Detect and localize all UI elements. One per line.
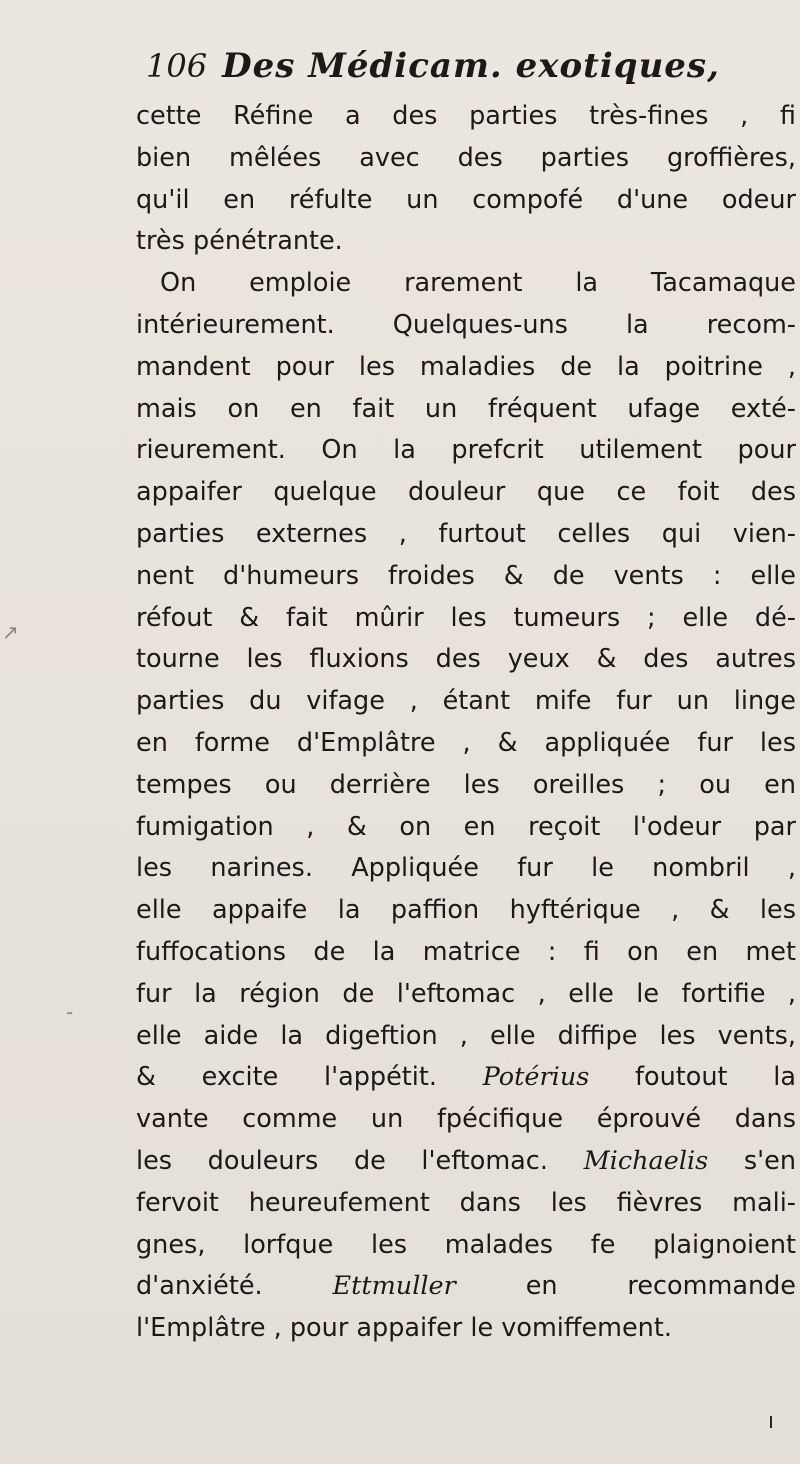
text-line: On emploie rarement la Tacamaque [160,268,796,299]
text-segment: s'en [708,1145,796,1176]
text-line: rieurement. On la prefcrit utilement pour [136,435,796,466]
body-text [136,96,796,1350]
text-line: parties externes , furtout celles qui vien- [136,518,796,549]
text-line: vante comme un fpécifique éprouvé dans [136,1104,796,1135]
text-line [136,1266,796,1308]
text-segment: d'anxiété. [136,1271,333,1302]
page-header [146,46,786,96]
text-line: cette Réfine a des parties très-fines , fi [136,101,796,131]
text-line: gnes, lorfque les malades fe plaignoient [136,1229,796,1260]
text-line: appaifer quelque douleur que ce foit des [136,477,796,508]
author-name: Michaelis [583,1145,709,1176]
text-line: fumigation , & on en reçoit l'odeur par [136,811,796,842]
text-line: elle aide la digeftion , elle diffipe les vents, [136,1020,796,1051]
author-name: Ettmuller [332,1271,456,1302]
text-segment: les douleurs de l'eftomac. [136,1145,584,1176]
text-line: tourne les fluxions des yeux & des autres [136,644,796,675]
text-line: nent d'humeurs froides & de vents : elle [136,560,796,591]
margin-mark-dash: - [66,1000,74,1024]
text-segment: en recommande [455,1271,796,1302]
text-line: tempes ou derrière les oreilles ; ou en [136,769,796,800]
text-line: fervoit heureufement dans les fièvres mali- [136,1187,796,1218]
text-line: fuffocations de la matrice : fi on en met [136,936,796,967]
text-line: elle appaife la paffion hyftérique , & les [136,895,796,926]
text-line: mandent pour les maladies de la poitrine , [136,351,796,382]
text-line: fur la région de l'eftomac , elle le fortifie , [136,978,796,1009]
text-line: bien mêlées avec des parties groffières, [136,142,796,173]
text-line: qu'il en réfulte un compofé d'une odeur [136,184,796,215]
text-line: intérieurement. Quelques-uns la recom- [136,309,796,340]
text-line [136,1057,796,1099]
text-line: mais on en fait un fréquent ufage exté- [136,393,796,424]
margin-mark-arrow: ↗ [2,620,19,644]
text-line: les narines. Appliquée fur le nombril , [136,853,796,884]
author-name: Potérius [482,1062,590,1093]
text-line: réfout & fait mûrir les tumeurs ; elle dé- [136,602,796,633]
text-line: très pénétrante. [136,226,343,257]
page-number: 106 [146,47,208,85]
margin-ink-mark [770,1416,772,1428]
text-line: en forme d'Emplâtre , & appliquée fur les [136,727,796,758]
text-segment: foutout la [589,1062,796,1093]
text-line: parties du vifage , étant mife fur un linge [136,686,796,717]
text-segment: & excite l'appétit. [136,1062,483,1093]
text-line: l'Emplâtre , pour appaifer le vomiffement. [136,1313,672,1344]
running-head: Des Médicam. exotiques, [222,46,720,86]
text-line [136,1141,796,1183]
